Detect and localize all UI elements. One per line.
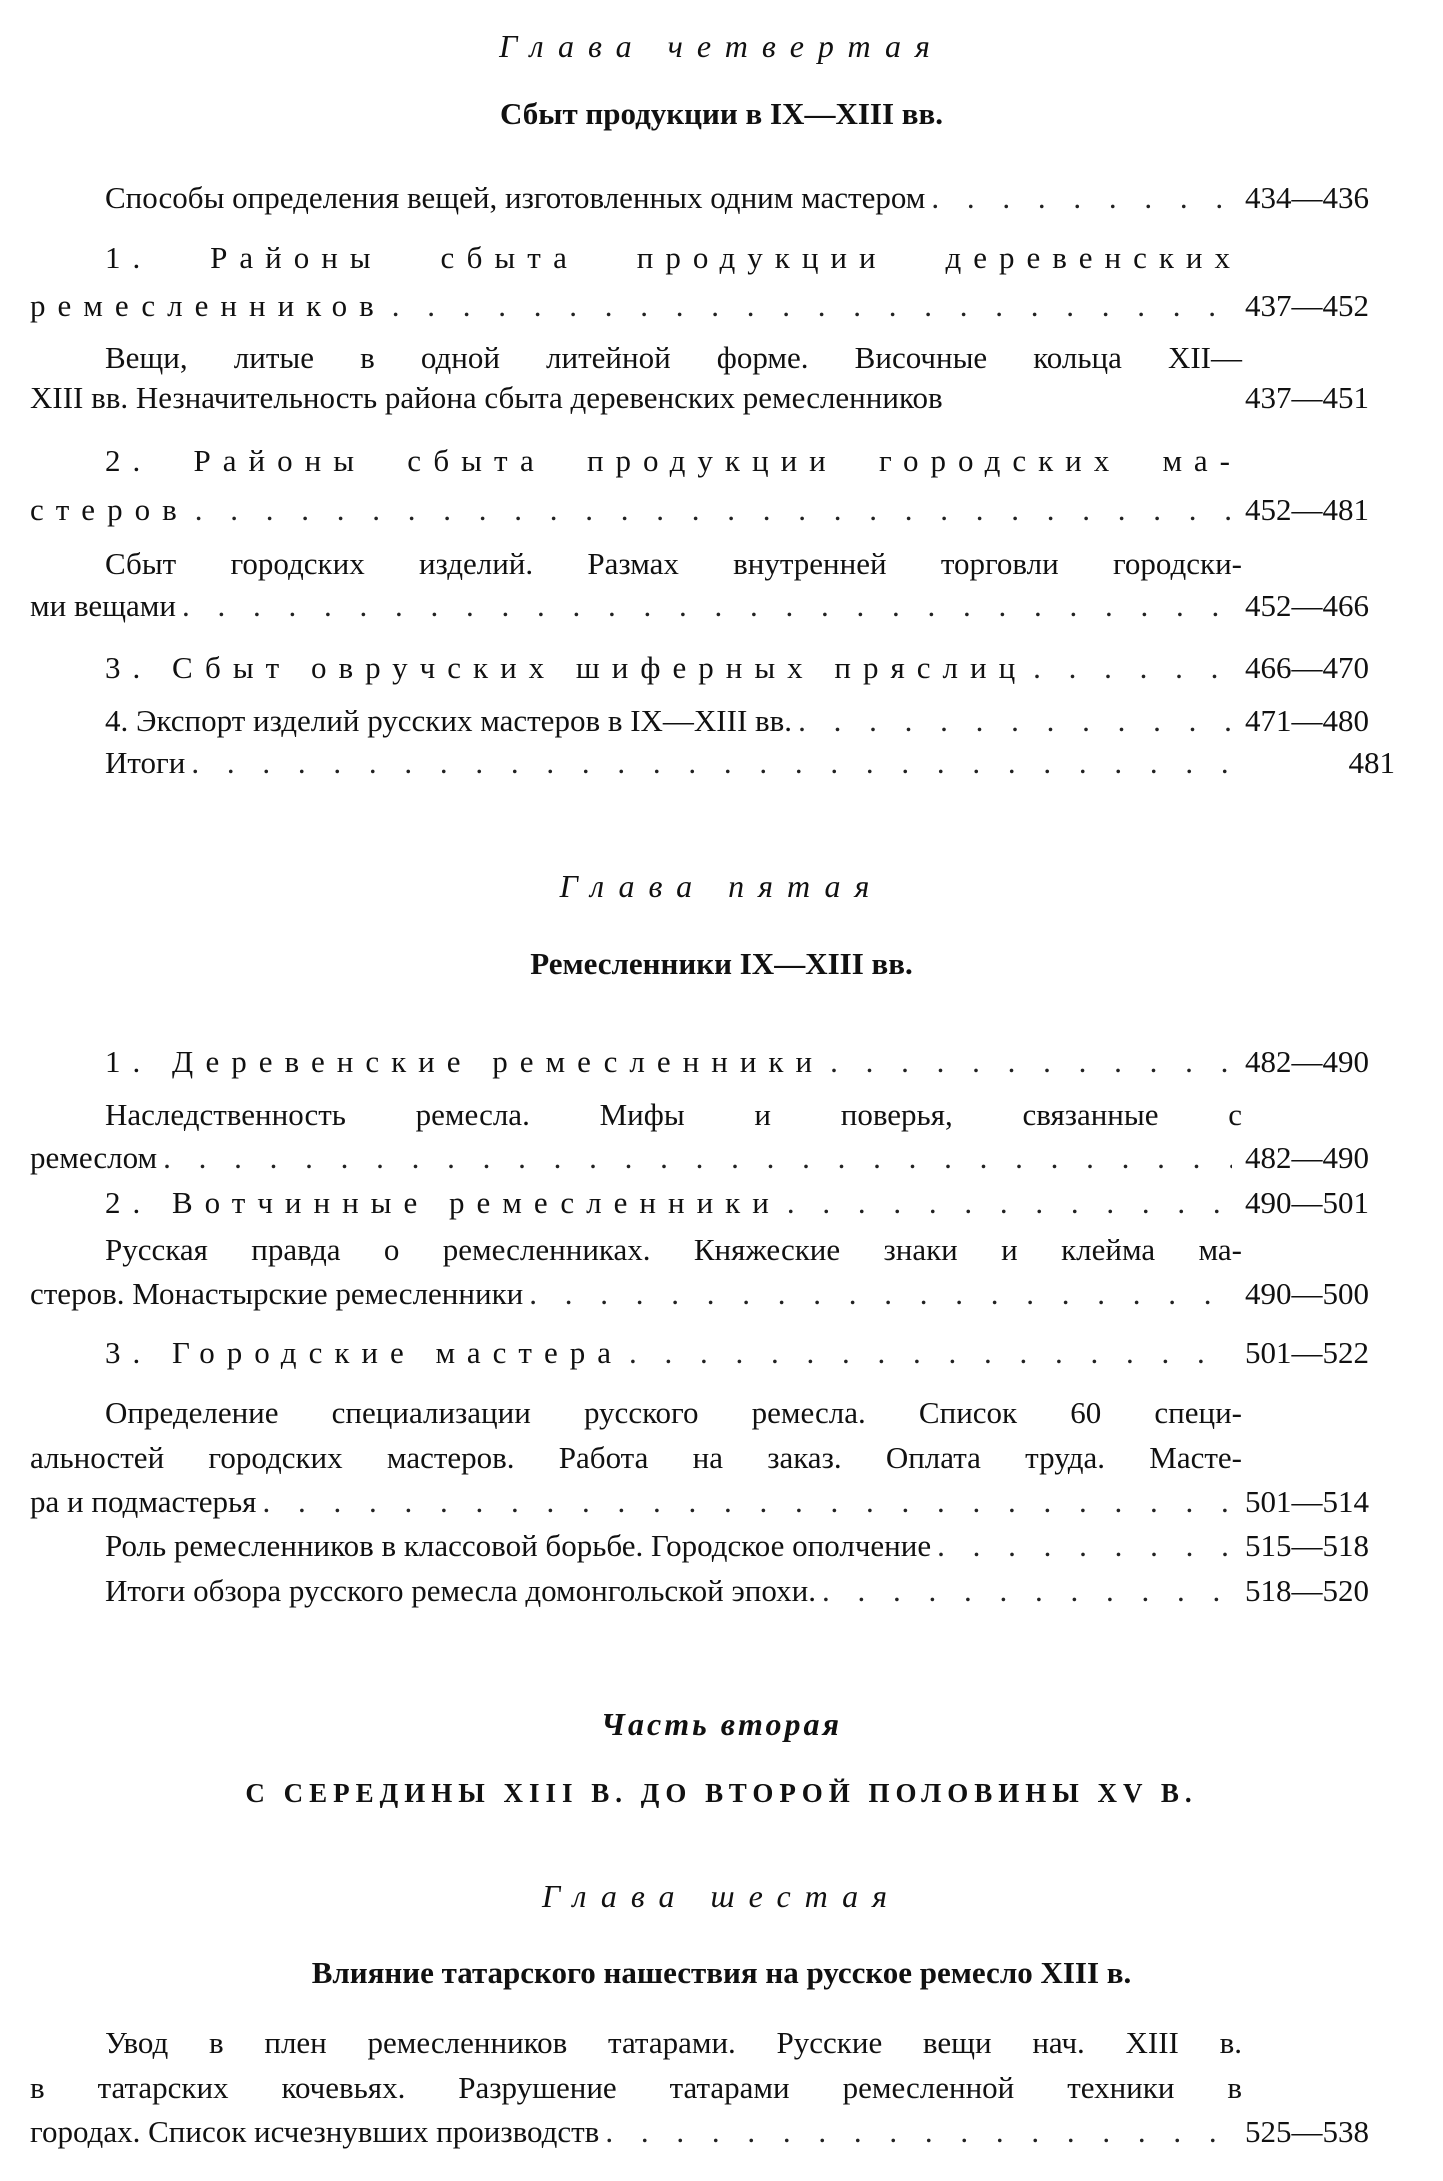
toc-entry-text-cont: стеров. Монастырские ремесленники <box>30 1276 524 1311</box>
toc-section-heading-cont: ремесленников <box>30 288 386 323</box>
toc-page-number: 501—522 <box>1245 1335 1369 1370</box>
leader-dots <box>1033 650 1232 686</box>
leader-dots <box>605 2114 1232 2150</box>
toc-page-number: 515—518 <box>1245 1528 1369 1563</box>
chapter-6-label: Глава шестая <box>541 1878 902 1914</box>
toc-page-number: 482—490 <box>1245 1044 1369 1079</box>
toc-entry-text: Итоги обзора русского ремесла домонгольской эпохи. <box>105 1573 816 1608</box>
toc-row <box>105 745 1242 785</box>
leader-dots <box>182 588 1232 624</box>
part-2-title: С СЕРЕДИНЫ XIII В. ДО ВТОРОЙ ПОЛОВИНЫ XV В. <box>245 1778 1198 1808</box>
leader-dots <box>392 288 1232 324</box>
toc-row <box>105 1335 1242 1375</box>
toc-row <box>105 703 1242 743</box>
toc-row <box>30 288 1242 328</box>
toc-entry-text: Итоги <box>105 745 186 780</box>
chapter-6-title: Влияние татарского нашествия на русское ремесло XIII в. <box>311 1955 1132 1990</box>
toc-entry-text: Сбыт городских изделий. Размах внутренней торговли городски- <box>105 546 1242 581</box>
toc-entry-text: Способы определения вещей, изготовленных одним мастером <box>105 180 926 215</box>
toc-section-heading: 3. Городские мастера <box>105 1335 623 1370</box>
toc-row <box>105 546 1242 586</box>
toc-page-number: 501—514 <box>1245 1484 1369 1519</box>
chapter-5-title: Ремесленники IX—XIII вв. <box>530 946 913 981</box>
toc-row <box>105 2025 1242 2065</box>
toc-page-number: 452—466 <box>1245 588 1369 623</box>
toc-page-number: 452—481 <box>1245 492 1369 527</box>
toc-section-heading: 1. Деревенские ремесленники <box>105 1044 825 1079</box>
toc-row <box>105 1395 1242 1435</box>
toc-row <box>30 588 1242 628</box>
toc-page-number: 466—470 <box>1245 650 1369 685</box>
toc-section-heading-cont: стеров <box>30 492 189 527</box>
leader-dots <box>262 1484 1232 1520</box>
toc-row <box>30 1140 1242 1180</box>
toc-entry-text-cont: ми вещами <box>30 588 177 623</box>
toc-row <box>30 1276 1242 1316</box>
toc-page-number: 490—501 <box>1245 1185 1369 1220</box>
toc-page-number: 434—436 <box>1245 180 1369 215</box>
leader-dots <box>629 1335 1232 1371</box>
toc-entry-text: Роль ремесленников в классовой борьбе. Городское ополчение <box>105 1528 932 1563</box>
toc-row <box>105 1573 1242 1613</box>
toc-row <box>105 180 1242 220</box>
toc-row <box>30 380 1242 420</box>
leader-dots <box>822 1573 1232 1609</box>
toc-section-heading: 2. Районы сбыта продукции городских ма- <box>105 443 1242 478</box>
leader-dots <box>937 1528 1232 1564</box>
leader-dots <box>787 1185 1232 1221</box>
toc-entry-text: Увод в плен ремесленников татарами. Русские вещи нач. XIII в. <box>105 2025 1242 2060</box>
toc-section-heading: 3. Сбыт овручских шиферных пряслиц <box>105 650 1028 685</box>
toc-section-heading: 1. Районы сбыта продукции деревенских <box>105 240 1242 275</box>
leader-dots <box>798 703 1232 739</box>
leader-dots <box>830 1044 1232 1080</box>
toc-entry-text: Русская правда о ремесленниках. Княжеские знаки и клейма ма- <box>105 1232 1242 1267</box>
toc-entry-text: Вещи, литые в одной литейной форме. Височные кольца XII— <box>105 340 1242 375</box>
toc-row <box>30 2114 1242 2154</box>
toc-entry-text-cont: ра и подмастерья <box>30 1484 257 1519</box>
toc-entry-text-cont: альностей городских мастеров. Работа на заказ. Оплата труда. Масте- <box>30 1440 1242 1475</box>
toc-page-number: 437—451 <box>1245 380 1369 415</box>
toc-row <box>105 443 1242 483</box>
toc-entry-text-cont: XIII вв. Незначительность района сбыта деревенских ремесленников <box>30 380 943 415</box>
toc-page-number: 518—520 <box>1245 1573 1369 1608</box>
toc-row <box>105 1232 1242 1272</box>
leader-dots <box>195 492 1232 528</box>
toc-row <box>105 240 1242 280</box>
toc-row <box>105 1528 1242 1568</box>
toc-entry-text: 4. Экспорт изделий русских мастеров в IX—XIII вв. <box>105 703 793 738</box>
toc-page-number: 525—538 <box>1245 2114 1369 2149</box>
toc-page-number: 482—490 <box>1245 1140 1369 1175</box>
toc-section-heading: 2. Вотчинные ремесленники <box>105 1185 781 1220</box>
toc-page-number: 481 <box>1348 745 1395 780</box>
leader-dots <box>529 1276 1232 1312</box>
chapter-4-title: Сбыт продукции в IX—XIII вв. <box>499 96 944 131</box>
leader-dots <box>191 745 1232 781</box>
toc-row <box>30 2070 1242 2110</box>
toc-page-number: 437—452 <box>1245 288 1369 323</box>
toc-entry-text: Определение специализации русского ремесла. Список 60 специ- <box>105 1395 1242 1430</box>
part-2-label: Часть вторая <box>601 1706 842 1742</box>
toc-entry-text-cont: в татарских кочевьях. Разрушение татарами ремесленной техники в <box>30 2070 1242 2105</box>
toc-row <box>105 1185 1242 1225</box>
toc-row <box>30 492 1242 532</box>
toc-row <box>105 1044 1242 1084</box>
leader-dots <box>931 180 1232 216</box>
toc-entry-text: Наследственность ремесла. Мифы и поверья, связанные с <box>105 1097 1242 1132</box>
toc-page-number: 490—500 <box>1245 1276 1369 1311</box>
toc-entry-text-cont: городах. Список исчезнувших производств <box>30 2114 600 2149</box>
toc-entry-text-cont: ремеслом <box>30 1140 158 1175</box>
leader-dots <box>163 1140 1232 1176</box>
toc-row <box>30 1440 1242 1480</box>
toc-row <box>105 340 1242 380</box>
toc-row <box>30 1484 1242 1524</box>
toc-page-number: 471—480 <box>1245 703 1369 738</box>
chapter-5-label: Глава пятая <box>559 868 884 904</box>
toc-row <box>105 1097 1242 1137</box>
chapter-4-label: Глава четвертая <box>499 28 944 64</box>
toc-row <box>105 650 1242 690</box>
